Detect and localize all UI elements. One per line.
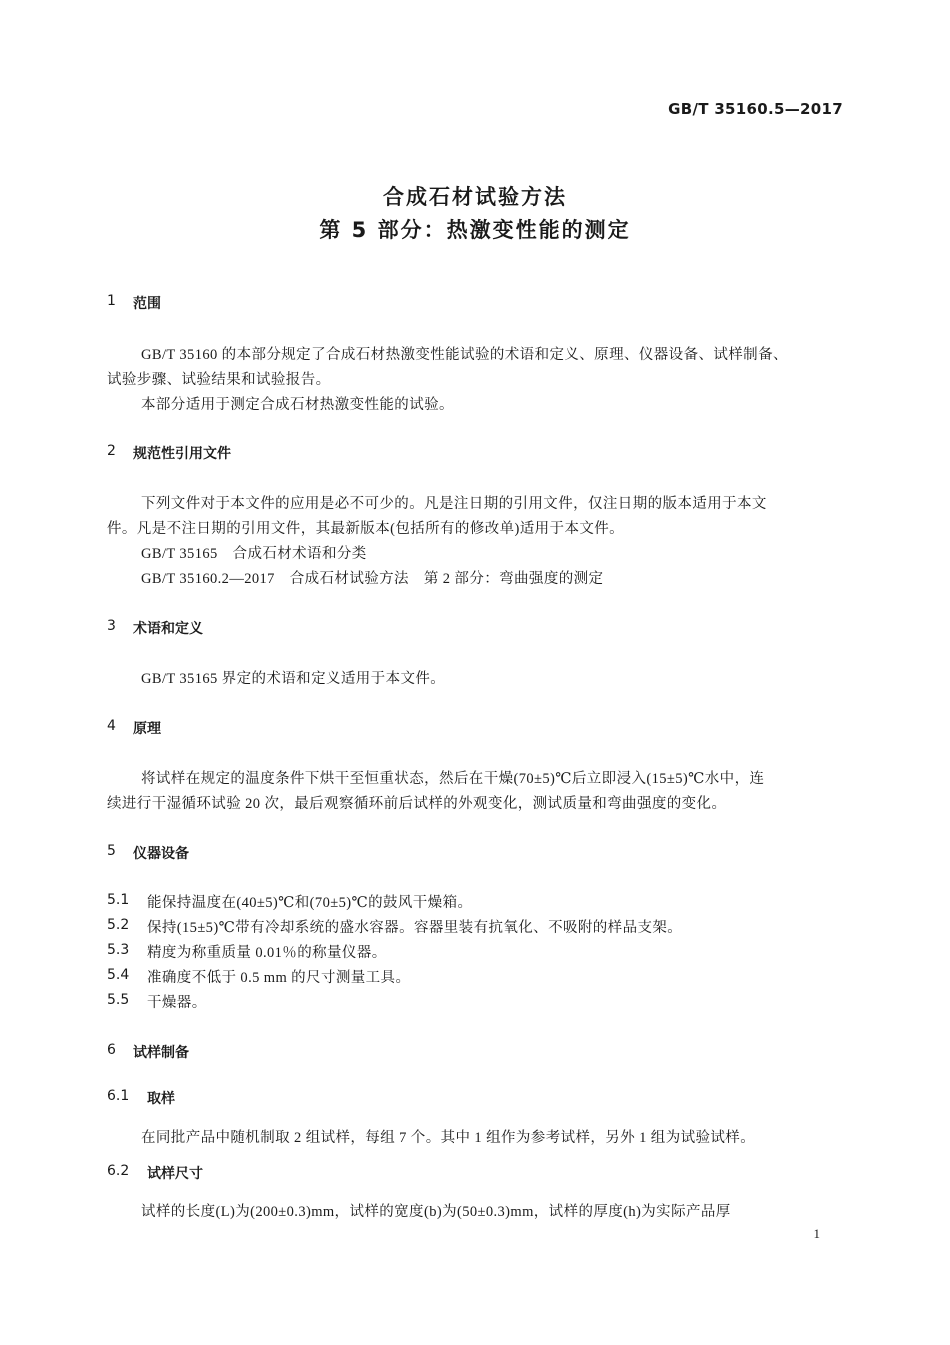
section-6-title: 试样制备 <box>133 1045 189 1061</box>
clause-number: 5.1 <box>107 892 130 908</box>
subsection-6-2-paragraph: 试样的长度(L)为(200±0.3)mm，试样的宽度(b)为(50±0.3)mm，试样的厚度(h)为实际产品厚 <box>141 1204 731 1220</box>
clause-number: 5.4 <box>107 967 130 983</box>
section-6-number: 6 <box>107 1042 116 1058</box>
section-3-title: 术语和定义 <box>133 621 203 637</box>
section-1-paragraph: 本部分适用于测定合成石材热激变性能的试验。 <box>141 397 454 413</box>
section-2-paragraph-line: 下列文件对于本文件的应用是必不可少的。凡是注日期的引用文件，仅注日期的版本适用于本文 <box>141 496 767 512</box>
subsection-6-1-title: 取样 <box>147 1091 175 1107</box>
section-5-title: 仪器设备 <box>133 846 189 862</box>
subsection-6-2-title: 试样尺寸 <box>147 1166 203 1182</box>
normative-reference-1: GB/T 35165 合成石材术语和分类 <box>141 546 367 562</box>
clause-text: 干燥器。 <box>147 995 207 1011</box>
section-1-number: 1 <box>107 293 116 309</box>
section-2-number: 2 <box>107 443 116 459</box>
section-1-paragraph-line: GB/T 35160 的本部分规定了合成石材热激变性能试验的术语和定义、原理、仪器设备、试样制备、 <box>141 347 788 363</box>
section-2-paragraph-line: 件。凡是不注日期的引用文件，其最新版本(包括所有的修改单)适用于本文件。 <box>107 521 625 537</box>
section-1-paragraph-line: 试验步骤、试验结果和试验报告。 <box>107 372 331 388</box>
subsection-6-2-number: 6.2 <box>107 1163 130 1179</box>
normative-reference-2: GB/T 35160.2—2017 合成石材试验方法 第 2 部分：弯曲强度的测定 <box>141 571 604 587</box>
section-4-number: 4 <box>107 718 116 734</box>
document-number: GB/T 35160.5—2017 <box>668 100 843 118</box>
section-2-title: 规范性引用文件 <box>133 446 231 462</box>
section-1-title: 范围 <box>133 296 161 312</box>
clause-number: 5.5 <box>107 992 130 1008</box>
clause-text: 能保持温度在(40±5)℃和(70±5)℃的鼓风干燥箱。 <box>147 895 473 911</box>
clause-text: 精度为称重质量 0.01％的称量仪器。 <box>147 945 387 961</box>
clause-number: 5.3 <box>107 942 130 958</box>
section-4-paragraph-line: 将试样在规定的温度条件下烘干至恒重状态，然后在干燥(70±5)℃后立即浸入(15±5)℃水中，连 <box>141 771 765 787</box>
subsection-6-1-paragraph: 在同批产品中随机制取 2 组试样，每组 7 个。其中 1 组作为参考试样，另外 1 组为试验试样。 <box>141 1130 756 1146</box>
section-3-number: 3 <box>107 618 116 634</box>
page-number: 1 <box>813 1226 820 1241</box>
section-5-number: 5 <box>107 843 116 859</box>
subsection-6-1-number: 6.1 <box>107 1088 130 1104</box>
document-subtitle: 第 5 部分：热激变性能的测定 <box>319 218 631 242</box>
clause-number: 5.2 <box>107 917 130 933</box>
document-title: 合成石材试验方法 <box>383 185 567 209</box>
clause-text: 保持(15±5)℃带有冷却系统的盛水容器。容器里装有抗氧化、不吸附的样品支架。 <box>147 920 683 936</box>
section-4-paragraph-line: 续进行干湿循环试验 20 次，最后观察循环前后试样的外观变化，测试质量和弯曲强度的变化。 <box>107 796 727 812</box>
section-4-title: 原理 <box>133 721 161 737</box>
section-3-paragraph: GB/T 35165 界定的术语和定义适用于本文件。 <box>141 671 446 687</box>
clause-text: 准确度不低于 0.5 mm 的尺寸测量工具。 <box>147 970 411 986</box>
